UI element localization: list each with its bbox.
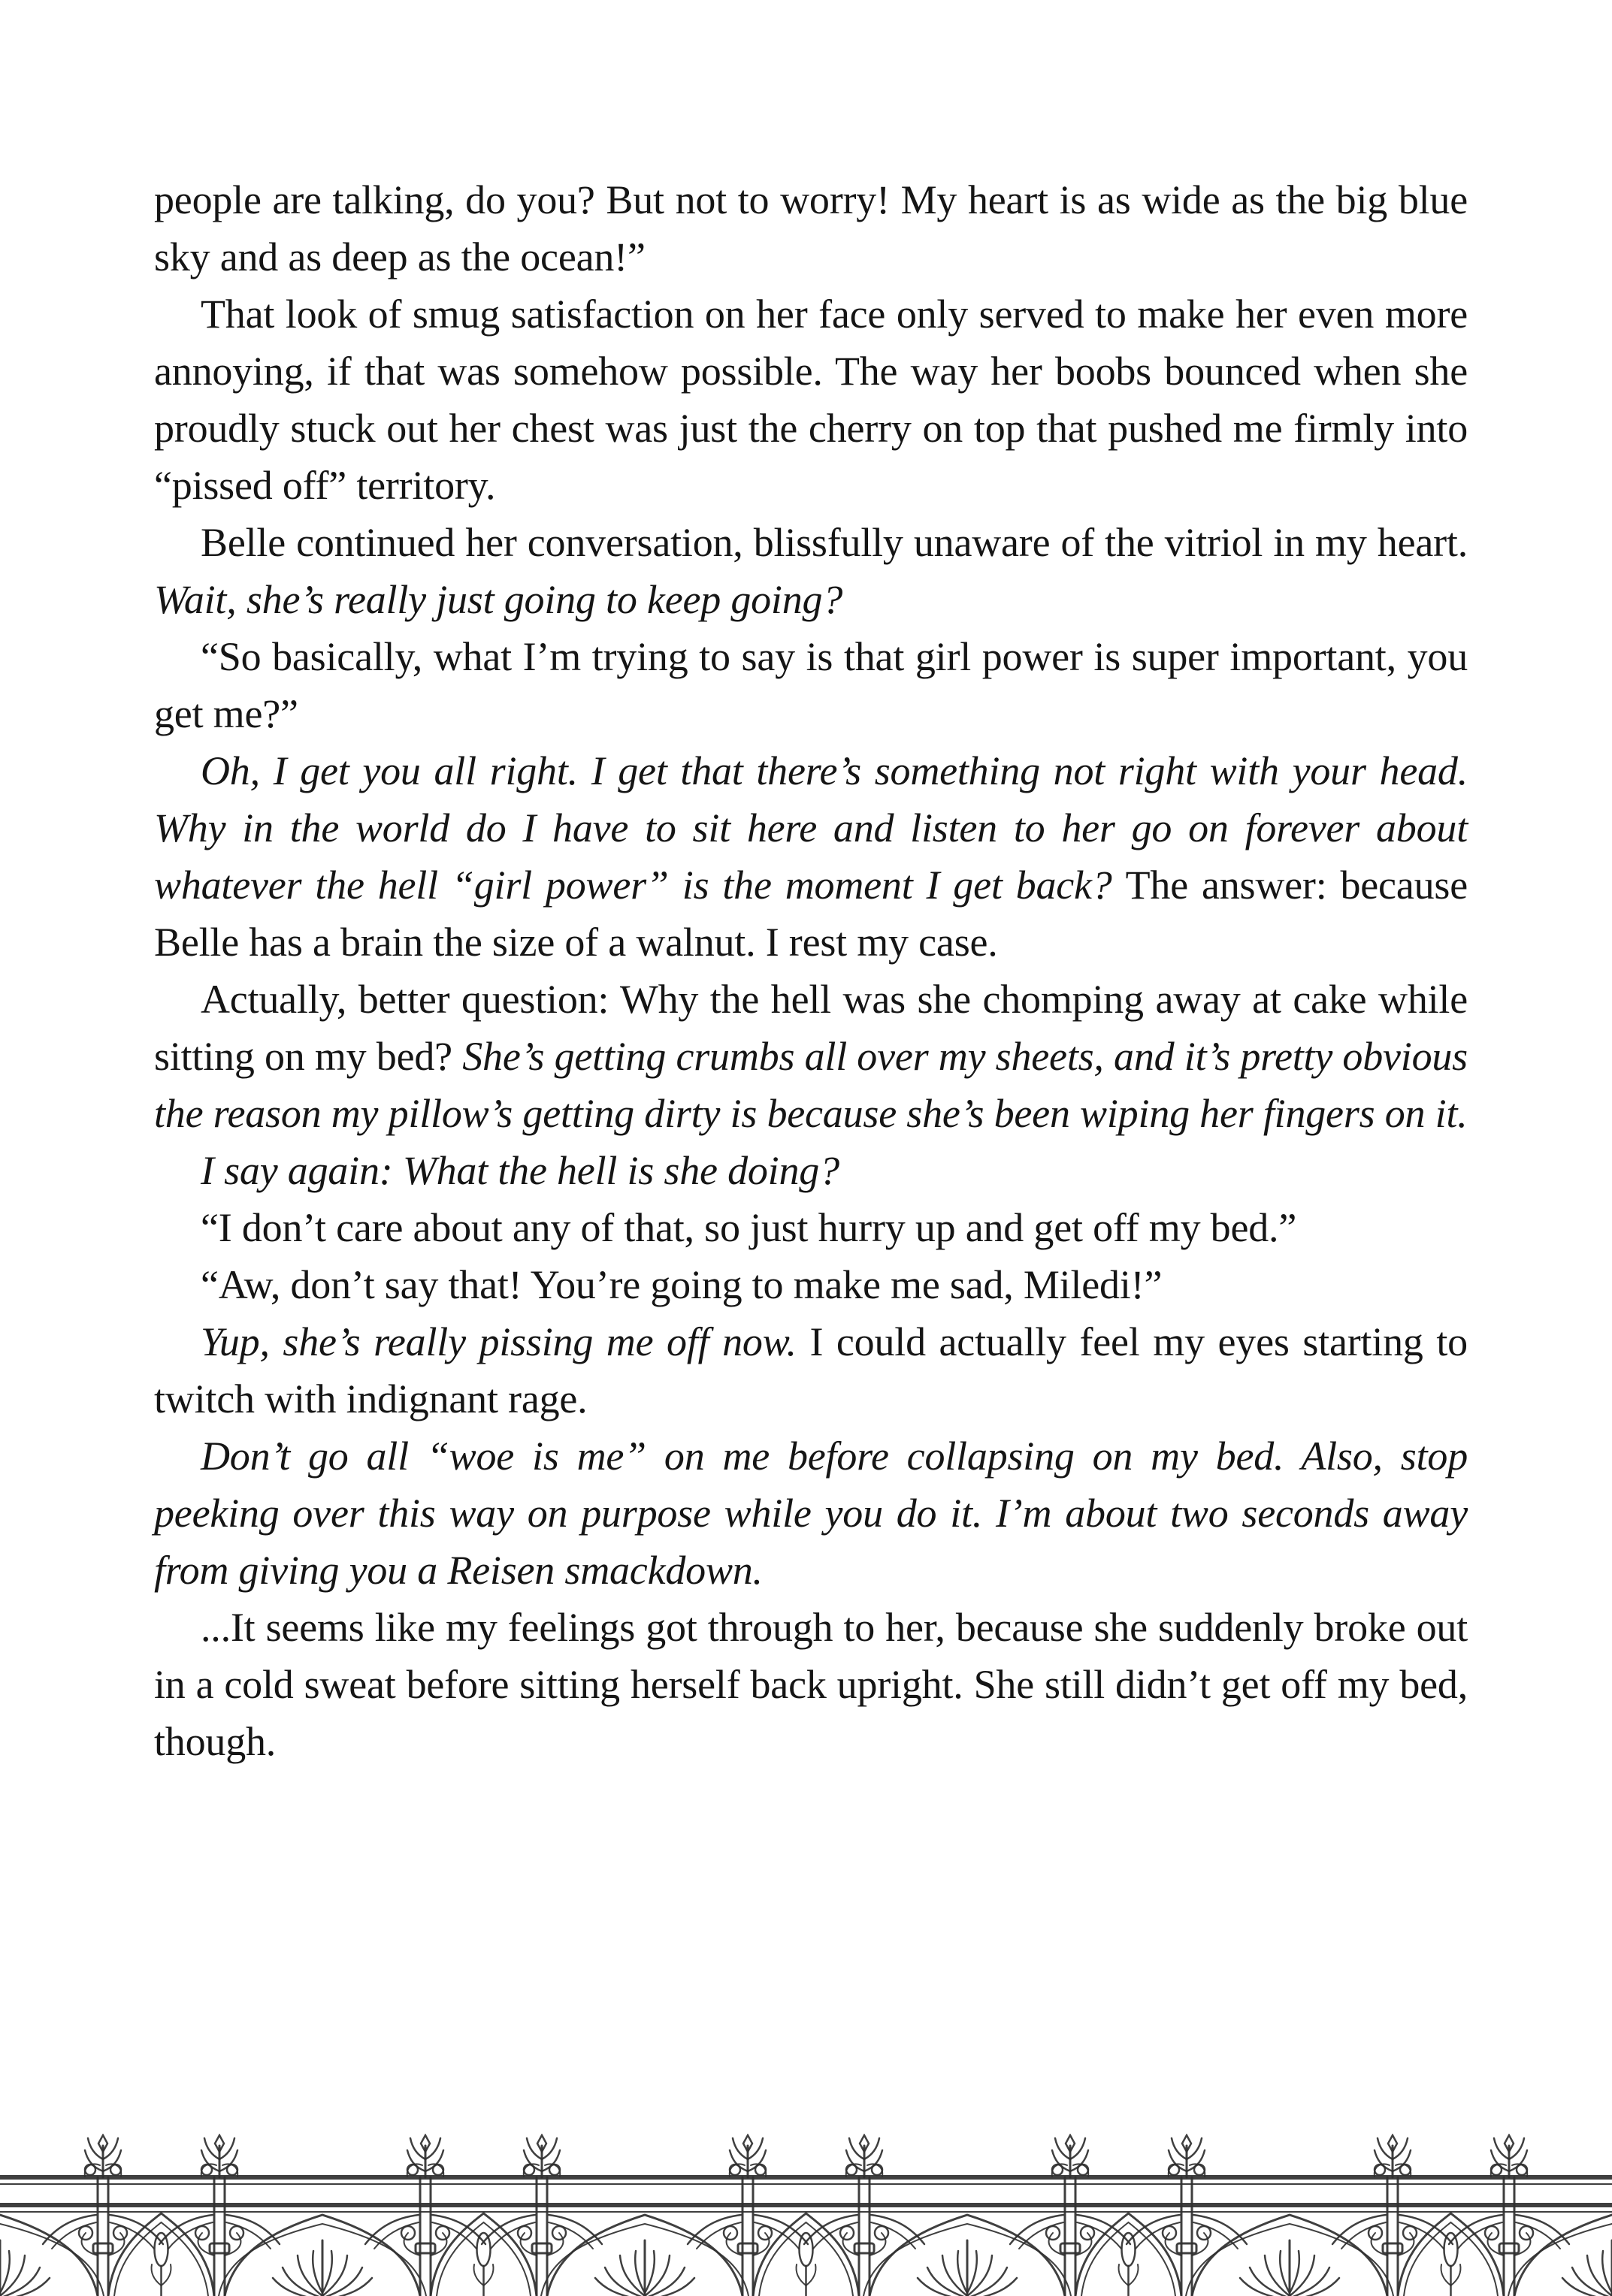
text-run: I say again: What the hell is she doing?: [201, 1148, 839, 1193]
text-run: Belle continued her conversation, blissfully unaware of the vitriol in my heart.: [201, 520, 1468, 565]
text-run: Don’t go all “woe is me” on me before collapsing on my bed. Also, stop peeking over this way on purpose while you do it. I’m about two seconds away from giving you a Reisen smackdown.: [154, 1433, 1468, 1593]
text-run: “I don’t care about any of that, so just hurry up and get off my bed.”: [201, 1205, 1297, 1250]
text-run: Oh, I get you all right. I get that there’s something not right with your head. Why in the world do I have to sit here and listen to her go on forever about whatever the hell “girl power” is the moment I get back?: [154, 748, 1468, 908]
paragraph: [154, 285, 1468, 514]
text-run: She’s getting crumbs all over my sheets, and it’s pretty obvious the reason my pillow’s getting dirty is because she’s been wiping her fingers on it.: [154, 1034, 1468, 1136]
paragraph: [154, 171, 1468, 285]
text-run: The answer: because Belle has a brain the size of a walnut. I rest my case.: [154, 863, 1468, 965]
text-run: ...It seems like my feelings got through to her, because she suddenly broke out in a cold sweat before sitting herself back upright. She still didn’t get off my bed, though.: [154, 1605, 1468, 1764]
paragraph: [154, 514, 1468, 628]
paragraph: [154, 1142, 1468, 1199]
text-run: Actually, better question: Why the hell was she chomping away at cake while sitting on my bed?: [154, 977, 1468, 1079]
text-run: Yup, she’s really pissing me off now.: [201, 1319, 810, 1364]
page-text: [154, 171, 1468, 1770]
fence-ornament-svg: [0, 2134, 1612, 2296]
text-run: I could actually feel my eyes starting to twitch with indignant rage.: [154, 1319, 1468, 1421]
paragraph: [154, 1599, 1468, 1770]
paragraph: [154, 1199, 1468, 1256]
fence-ornament-border: [0, 2134, 1612, 2296]
paragraph: [154, 742, 1468, 971]
paragraph: [154, 628, 1468, 742]
text-run: “So basically, what I’m trying to say is that girl power is super important, you get me?”: [154, 634, 1468, 736]
paragraph: [154, 1256, 1468, 1313]
text-run: That look of smug satisfaction on her face only served to make her even more annoying, if that was somehow possible. The way her boobs bounced when she proudly stuck out her chest was just the cherry on top that pushed me firmly into “pissed off” territory.: [154, 292, 1468, 508]
text-run: Wait, she’s really just going to keep going?: [154, 577, 843, 622]
paragraph: [154, 1427, 1468, 1599]
paragraph: [154, 1313, 1468, 1427]
text-run: “Aw, don’t say that! You’re going to make me sad, Miledi!”: [201, 1262, 1163, 1307]
text-run: people are talking, do you? But not to worry! My heart is as wide as the big blue sky and as deep as the ocean!”: [154, 177, 1468, 279]
paragraph: [154, 971, 1468, 1142]
